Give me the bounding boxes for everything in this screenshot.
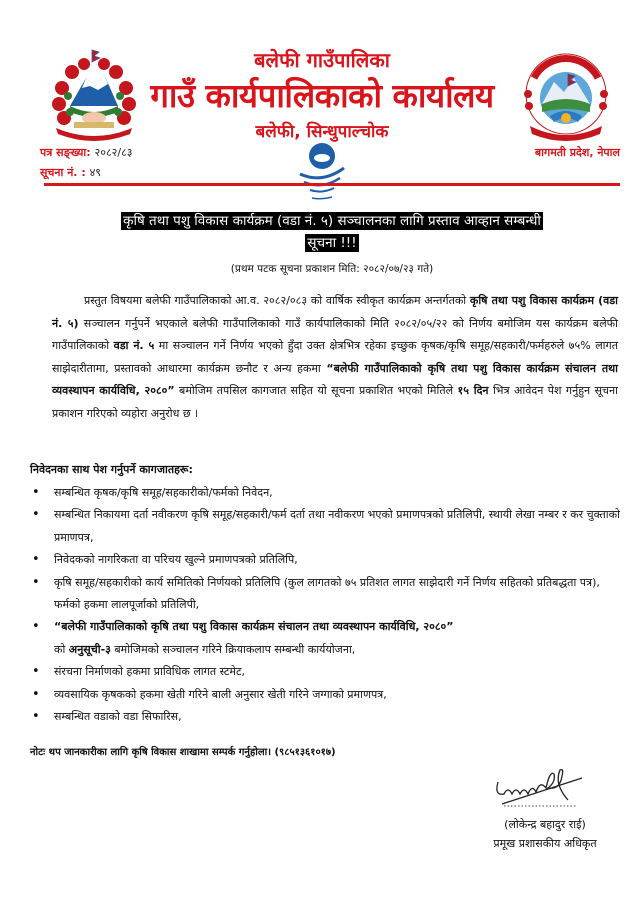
notice-title (44, 210, 620, 254)
list-item (30, 504, 620, 549)
notice-number (40, 165, 101, 180)
bullet-icon: • (32, 507, 40, 523)
letter-number-value: २०८२/८३ (94, 146, 133, 159)
bullet-icon: • (32, 709, 40, 725)
list-item (30, 572, 620, 617)
body-text-4: बमोजिम तपसिल कागजात सहित यो सूचना प्रकाशित भएको मितिले (174, 384, 458, 398)
body-text-5: भित्र आवेदन पेश गर्नुहुन सूचना प्रकाशन गरिएको व्यहोरा अनुरोध छ । (52, 384, 618, 420)
list-item-text: संरचना निर्माणको हकमा प्राविधिक लागत स्टमेट, (54, 665, 246, 679)
bullet-icon: • (32, 664, 40, 680)
header-divider (44, 183, 620, 186)
list-item (30, 549, 620, 571)
list-item (30, 661, 620, 683)
list-item (30, 482, 620, 504)
body-ward-number: वडा नं. ५ (113, 339, 155, 353)
body-program-name: कृषि तथा पशु विकास कार्यक्रम (वडा नं. ५) (52, 294, 618, 330)
documents-heading: निवेदनका साथ पेश गर्नुपर्ने कागजातहरू: (30, 463, 193, 476)
body-text-3: मा सञ्चालन गर्ने निर्णय भएको हुँदा उक्त क्षेत्रभित्र रहेका इच्छुक कृषक/कृषि समूह/सहकारी/फर्महरुले ७५% लागत साझेदारीतामा, प्रस्तावको आधारमा कार्यक्रम छनौट र अन्य हकमा (52, 339, 618, 375)
list-item-text: व्यवसायिक कृषकको हकमा खेती गरिने बाली अनुसार खेती गरिने जग्गाको प्रमाणपत्र, (54, 687, 387, 701)
list-item-text: सम्बन्धित कृषक/कृषि समूह/सहकारीको/फर्मको निवेदन, (54, 486, 273, 499)
contact-note: नोटः थप जानकारीका लागि कृषि विकास शाखामा सम्पर्क गर्नुहोला। (९८५१३६१०१७) (30, 747, 336, 758)
notice-number-label: सूचना नं. : (40, 166, 86, 179)
letter-number (40, 145, 133, 160)
bullet-icon: • (32, 485, 40, 500)
office-stamp (290, 140, 354, 206)
office-name: गाउँ कार्यपालिकाको कार्यालय (150, 76, 494, 115)
list-item-text-mid: को (54, 642, 69, 656)
body-text-1: प्रस्तुत विषयमा बलेफी गाउँपालिकाको आ.व. २०८२/०८३ को वार्षिक स्वीकृत कार्यक्रम अन्तर्गतको (84, 294, 470, 307)
notice-body (52, 290, 618, 426)
office-location: बलेफी, सिन्धुपाल्चोक (255, 122, 389, 142)
notice-title-line2: सूचना !!! (307, 235, 357, 251)
list-item-text: सम्बन्धित वडाको वडा सिफारिस, (54, 710, 182, 724)
signature-image (490, 760, 590, 810)
bullet-icon: • (32, 619, 40, 635)
notice-title-line1: कृषि तथा पशु विकास कार्यक्रम (वडा नं. ५) सञ्चालनका लागि प्रस्ताव आव्हान सम्बन्धी (123, 213, 541, 229)
signatory-name: (लोकेन्द्र बहादुर राई) (504, 818, 586, 831)
list-item-text: बमोजिमको सञ्चालन गरिने क्रियाकलाप सम्बन्धी कार्ययोजना, (110, 642, 356, 656)
list-item (30, 616, 620, 661)
bullet-icon: • (32, 574, 40, 590)
list-item-text: कृषि समूह/सहकारीको कार्य समितिको निर्णयको प्रतिलिपि (कुल लागतको ७५ प्रतिशत लागत साझेदारी गर्ने निर्णय सहितको प्रतिबद्धता पत्र), फर्मको हकमा लालपूर्जाको प्रतिलिपी, (54, 575, 600, 612)
letter-number-label: पत्र सङ्ख्या: (40, 146, 91, 159)
bullet-icon: • (32, 552, 40, 568)
body-deadline: १५ दिन (457, 384, 489, 398)
documents-list (30, 482, 620, 728)
body-procedure-name: “बलेफी गाउँपालिकाको कृषि तथा पशु विकास कार्यक्रम संचालन तथा व्यवस्थापन कार्यविधि, २०८०” (52, 361, 618, 398)
list-item-schedule: अनुसूची-३ (68, 642, 111, 656)
municipality-name: बलेफी गाउँपालिका (254, 48, 390, 72)
publication-date: (प्रथम पटक सूचना प्रकाशन मिति: २०८२/०७/२३ गते) (230, 263, 434, 275)
list-item (30, 684, 620, 706)
notice-number-value: ४९ (89, 166, 102, 179)
list-item-text: सम्बन्धित निकायमा दर्ता नवीकरण कृषि समूह/सहकारी/फर्म दर्ता तथा नवीकरण भएको प्रमाणपत्रको प्रतिलिपी, स्थायी लेखा नम्बर र कर चुक्ताको प्रमाणपत्र, (54, 508, 620, 544)
signatory-designation: प्रमूख प्रशासकीय अधिकृत (493, 837, 597, 850)
bullet-icon: • (32, 686, 40, 702)
body-text-2: सञ्चालन गर्नुपर्ने भएकाले बलेफी गाउँपालिकाको गाउँ कार्यपालिकाको मिति २०८२/०५/२२ को निर्णय बमोजिम यस कार्यक्रम बलेफी गाउँपालिकाको (52, 316, 618, 353)
list-item-text: निवेदकको नागरिकता वा परिचय खुल्ने प्रमाणपत्रको प्रतिलिपि, (54, 553, 298, 567)
list-item (30, 706, 620, 728)
list-item-procedure: “बलेफी गाउँपालिकाको कृषि तथा पशु विकास कार्यक्रम संचालन तथा व्यवस्थापन कार्यविधि, २०८०” (54, 620, 454, 634)
province-text: बागमती प्रदेश, नेपाल (534, 146, 620, 159)
